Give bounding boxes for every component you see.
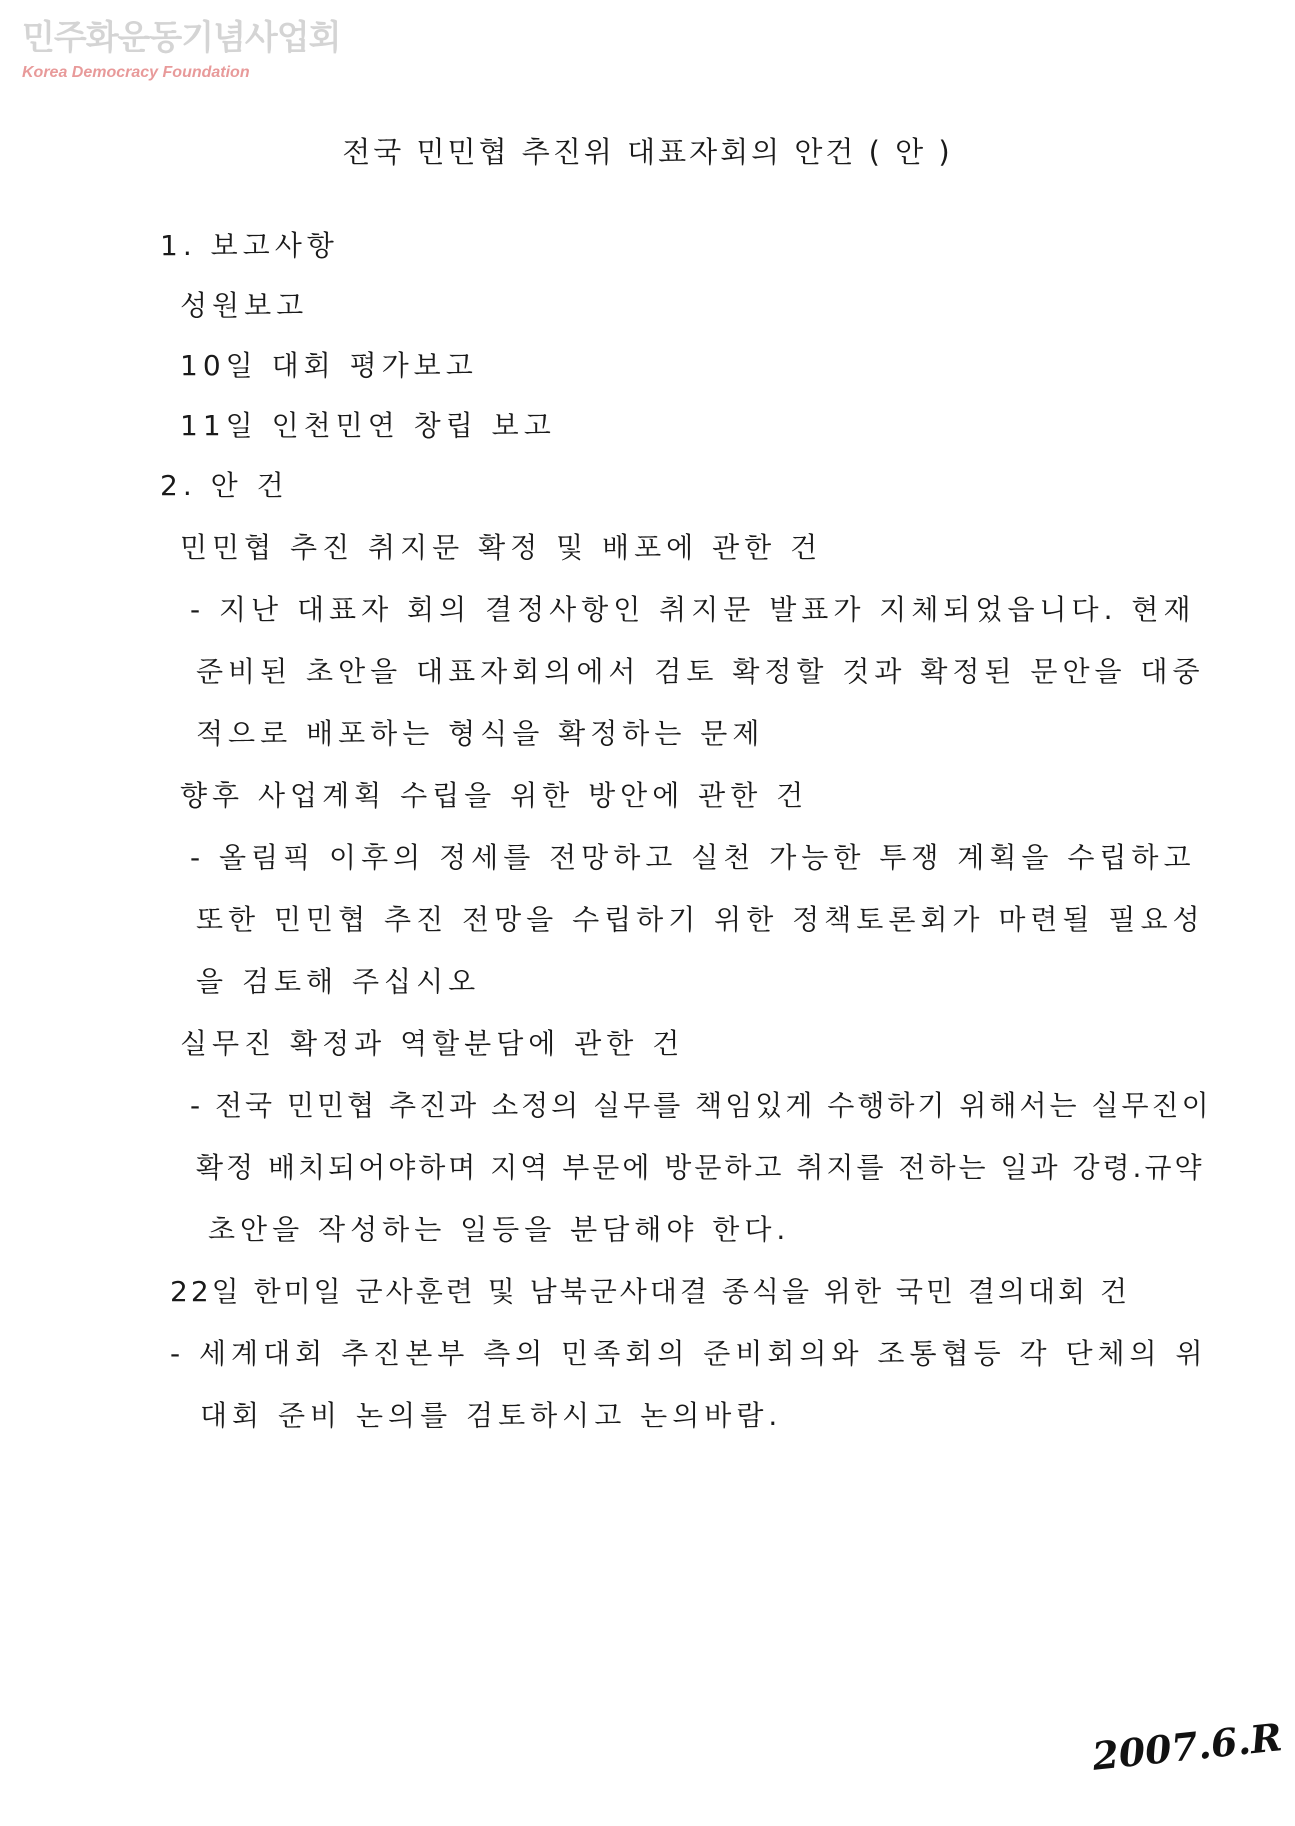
report-item: 11일 인천민연 창립 보고 — [180, 409, 556, 442]
agenda-item-detail: - 세계대회 추진본부 측의 민족회의 준비회의와 조통협등 각 단체의 위 — [170, 1337, 1208, 1370]
handwritten-note: 2007.6.R — [1090, 1714, 1285, 1779]
agenda-item-detail: - 전국 민민협 추진과 소정의 실무를 책임있게 수행하기 위해서는 실무진이 — [190, 1089, 1212, 1122]
agenda-item-title: 22일 한미일 군사훈련 및 남북군사대결 종식을 위한 국민 결의대회 건 — [170, 1275, 1131, 1308]
agenda-item-title: 실무진 확정과 역할분담에 관한 건 — [180, 1027, 685, 1060]
report-item: 10일 대회 평가보고 — [180, 349, 478, 382]
agenda-item-detail: 대회 준비 논의를 검토하시고 논의바람. — [200, 1399, 783, 1432]
agenda-item-detail: 초안을 작성하는 일등을 분담해야 한다. — [208, 1213, 791, 1246]
agenda-item-title: 향후 사업계획 수립을 위한 방안에 관한 건 — [180, 779, 809, 812]
agenda-item-title: 민민협 추진 취지문 확정 및 배포에 관한 건 — [180, 531, 823, 564]
section-heading-reports: 1. 보고사항 — [160, 229, 339, 262]
section-heading-agenda: 2. 안 건 — [160, 469, 289, 502]
watermark-korean-name: 민주화운동기념사업회 — [22, 18, 341, 58]
agenda-item-detail: 또한 민민협 추진 전망을 수립하기 위한 정책토론회가 마련될 필요성 — [196, 903, 1205, 936]
report-item: 성원보고 — [180, 289, 309, 322]
agenda-item-detail: 확정 배치되어야하며 지역 부문에 방문하고 취지를 전하는 일과 강령.규약 — [196, 1151, 1205, 1184]
foundation-watermark — [22, 18, 340, 82]
agenda-item-detail: 을 검토해 주십시오 — [196, 965, 481, 998]
agenda-item-detail: 준비된 초안을 대표자회의에서 검토 확정할 것과 확정된 문안을 대중 — [196, 655, 1205, 688]
document-title: 전국 민민협 추진위 대표자회의 안건 ( 안 ) — [342, 135, 953, 169]
agenda-item-detail: 적으로 배포하는 형식을 확정하는 문제 — [196, 717, 765, 750]
agenda-item-detail: - 올림픽 이후의 정세를 전망하고 실천 가능한 투쟁 계획을 수립하고 — [190, 841, 1196, 874]
agenda-item-detail: - 지난 대표자 회의 결정사항인 취지문 발표가 지체되었읍니다. 현재 — [190, 593, 1196, 626]
watermark-english-name: Korea Democracy Foundation — [22, 64, 250, 81]
